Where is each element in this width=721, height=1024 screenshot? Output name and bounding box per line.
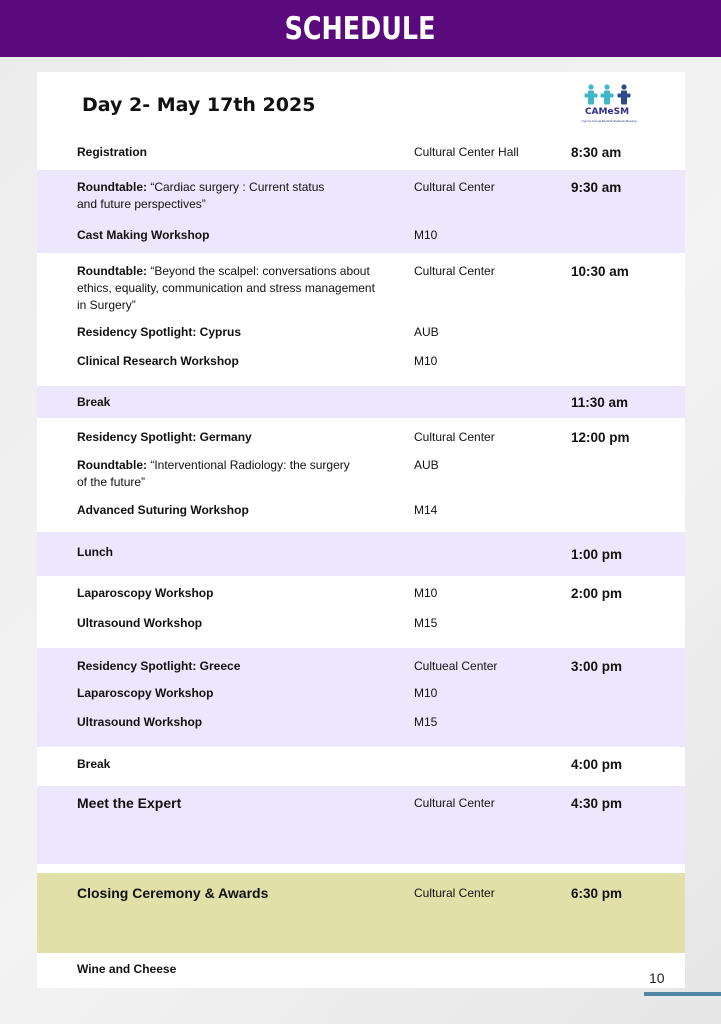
event-name (77, 179, 332, 213)
event-name: Break (77, 757, 111, 771)
event-location: M15 (414, 715, 438, 729)
event-name (77, 263, 387, 314)
event-name: Wine and Cheese (77, 962, 177, 976)
event-location: Cultural Center (414, 796, 495, 810)
roundtable-label: Roundtable: (77, 264, 147, 278)
event-time: 10:30 am (571, 264, 629, 279)
schedule-card (37, 72, 685, 988)
logo-figures-icon (584, 84, 632, 106)
page-accent-bar (644, 992, 721, 996)
event-location: Cultural Center (414, 886, 495, 900)
event-time: 8:30 am (571, 145, 622, 160)
event-name: Closing Ceremony & Awards (77, 885, 269, 901)
event-time: 3:00 pm (571, 659, 623, 674)
event-location: M10 (414, 228, 438, 242)
event-name: Residency Spotlight: Greece (77, 659, 241, 673)
page-number: 10 (649, 970, 665, 986)
event-location: Cultural Center Hall (414, 145, 519, 159)
event-time: 4:30 pm (571, 796, 623, 811)
event-location: M10 (414, 686, 438, 700)
event-name (77, 457, 352, 491)
event-name: Clinical Research Workshop (77, 354, 239, 368)
event-location: M15 (414, 616, 438, 630)
event-name: Laparoscopy Workshop (77, 686, 214, 700)
event-time: 11:30 am (571, 395, 629, 410)
roundtable-topic: “Cardiac surgery : Current status and future perspectives” (77, 180, 325, 211)
event-name: Laparoscopy Workshop (77, 586, 214, 600)
roundtable-topic: “Beyond the scalpel: conversations about ethics, equality, communication and stress management in Surgery” (77, 264, 375, 312)
page-header (0, 0, 721, 57)
event-name: Ultrasound Workshop (77, 715, 203, 729)
camesm-logo (581, 84, 647, 132)
event-name: Cast Making Workshop (77, 228, 210, 242)
event-location: M10 (414, 354, 438, 368)
event-location: M14 (414, 503, 438, 517)
event-name: Ultrasound Workshop (77, 616, 203, 630)
event-name: Advanced Suturing Workshop (77, 503, 249, 517)
event-location: Cultueal Center (414, 659, 498, 673)
event-time: 4:00 pm (571, 757, 623, 772)
event-time: 12:00 pm (571, 430, 630, 445)
logo-text: CAMeSM (584, 107, 630, 117)
event-time: 2:00 pm (571, 586, 623, 601)
event-location: Cultural Center (414, 180, 495, 194)
event-name: Residency Spotlight: Germany (77, 430, 252, 444)
event-location: AUB (414, 458, 439, 472)
event-name: Registration (77, 145, 148, 159)
event-location: AUB (414, 325, 439, 339)
header-title: SCHEDULE (285, 10, 436, 47)
logo-subtitle: Cyprus Annual Medical Students Meeting (581, 119, 637, 123)
event-location: Cultural Center (414, 430, 495, 444)
roundtable-label: Roundtable: (77, 458, 147, 472)
roundtable-label: Roundtable: (77, 180, 147, 194)
event-name: Lunch (77, 545, 113, 559)
event-location: M10 (414, 586, 438, 600)
event-location: Cultural Center (414, 264, 495, 278)
event-name: Meet the Expert (77, 795, 182, 811)
event-name: Residency Spotlight: Cyprus (77, 325, 242, 339)
roundtable-topic: “Interventional Radiology: the surgery of the future” (77, 458, 350, 489)
event-time: 1:00 pm (571, 547, 623, 562)
day-title: Day 2- May 17th 2025 (82, 94, 316, 116)
event-time: 6:30 pm (571, 886, 623, 901)
event-name: Break (77, 395, 111, 409)
event-time: 9:30 am (571, 180, 622, 195)
